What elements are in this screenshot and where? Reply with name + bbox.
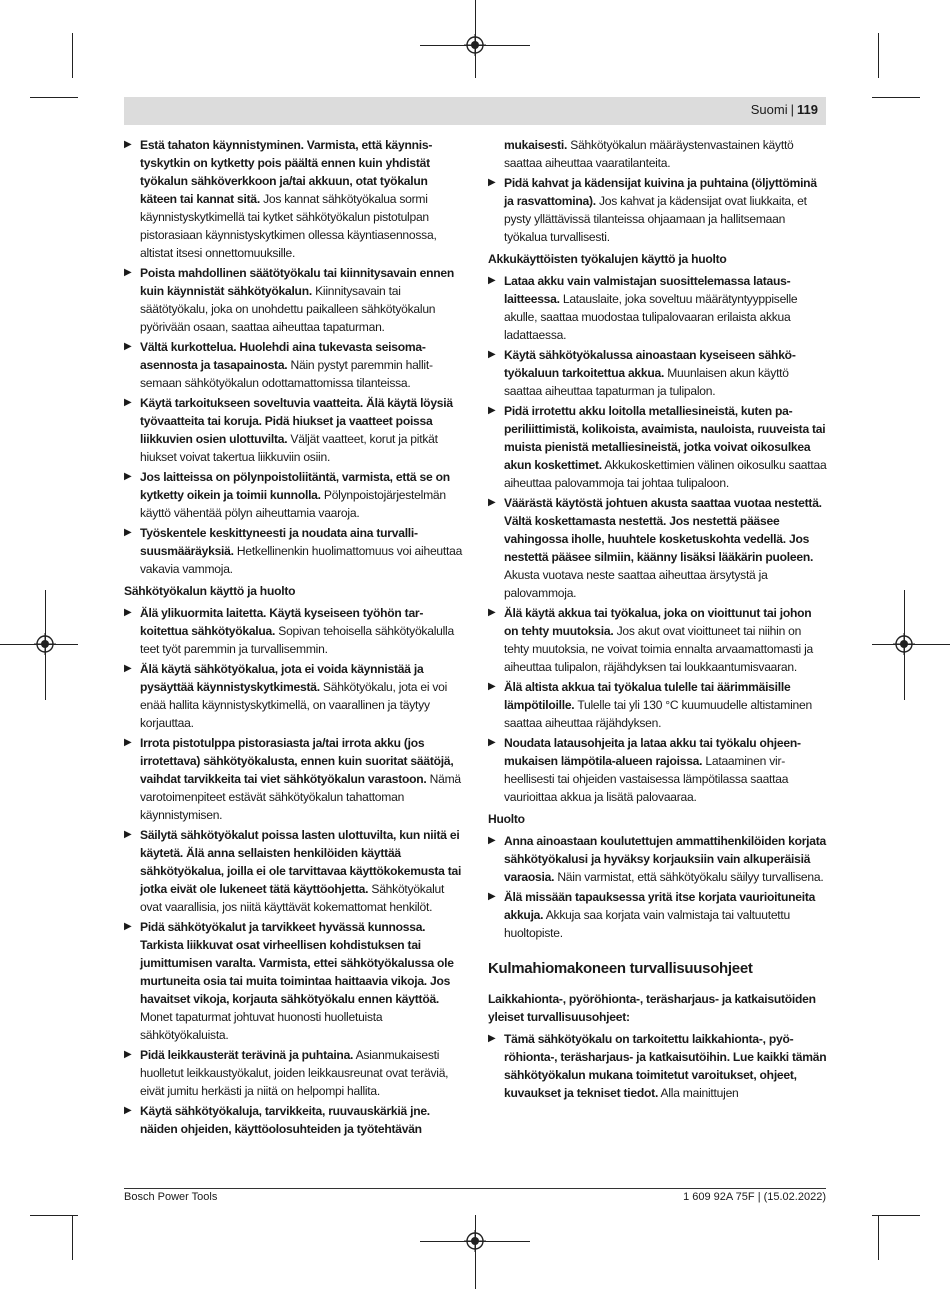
list-item [488, 604, 828, 676]
registration-target-icon [464, 34, 486, 56]
list-item [488, 402, 828, 492]
crop-mark-bottom-right [878, 1215, 879, 1260]
item-bold: Pidä irrotettu akku loitolla metalliesineistä, kuten paperiliittimistä, kolikoista, avaimista, nauloista, ruuveista tai muista pienistä metalliesineistä, jotka voivat oikosulkea akun koskettimet. [504, 404, 826, 472]
left-block2 [124, 604, 464, 1138]
bullet-arrow-icon: ▶ [488, 607, 496, 618]
bullet-arrow-icon: ▶ [488, 681, 496, 692]
item-text: Lataaminen virheellisesti tai ohjeiden vastaisessa lämpötilassa saattaa vaurioittaa akkua ja lisätä palovaaraa. [504, 754, 789, 804]
bullet-arrow-icon: ▶ [124, 397, 132, 408]
list-item [124, 660, 464, 732]
bullet-arrow-icon: ▶ [488, 177, 496, 188]
list-item [124, 918, 464, 1044]
item-text: Sähkötyökalun määräystenvastainen käyttö saattaa aiheuttaa vaaratilanteita. [504, 138, 794, 170]
item-text: Alla mainittujen [658, 1086, 739, 1100]
item-text: Jos kannat sähkötyökalua sormi käynnistyskytkimellä tai kytket sähkötyökalun pistotulpan pistorasiaan käynnistyskytkimen ollessa käyntiasennossa, altistat itsesi onnettomuuksille. [140, 192, 437, 260]
item-bold: Tämä sähkötyökalu on tarkoitettu laikkahionta-, pyöröhionta-, teräsharjaus- ja katkaisutöihin. Lue kaikki tämän sähkötyökalun mukana toimitetut varoitukset, ohjeet, kuvaukset ja tekniset tiedot. [504, 1032, 827, 1100]
bullet-arrow-icon: ▶ [124, 607, 132, 618]
item-text: Näin pystyt paremmin hallitsemaan sähkötyökalun odottamattomissa tilanteissa. [140, 358, 433, 390]
bullet-arrow-icon: ▶ [488, 275, 496, 286]
list-item [488, 1030, 828, 1102]
item-text: Kiinnitysavain tai säätötyökalu, joka on unohdettu paikalleen sähkötyökalun pyörivään osaan, saattaa aiheuttaa tapaturman. [140, 284, 436, 334]
subheading-tool-use: Sähkötyökalun käyttö ja huolto [124, 584, 296, 598]
list-item [488, 678, 828, 732]
item-text: Akkuja saa korjata vain valmistaja tai valtuutettu huoltopiste. [504, 908, 790, 940]
list-item [488, 346, 828, 400]
item-bold: Estä tahaton käynnistyminen. Varmista, että käynnistyskytkin on kytketty pois päältä ennen kuin yhdistät työkalun sähköverkkoon ja/tai akkuun, otat työkalun käteen tai kannat sitä. [140, 138, 433, 206]
item-text: Jos kahvat ja kädensijat ovat liukkaita, et pysty yllättävissä tilanteissa ohjaamaan ja hallitsemaan työkalua turvallisesti. [504, 194, 807, 244]
item-text: Sopivan tehoisella sähkötyökalulla teet työt paremmin ja turvallisemmin. [140, 624, 454, 656]
item-bold: Anna ainoastaan koulutettujen ammattihenkilöiden korjata sähkötyökalusi ja hyväksy korjauksiin vain alkuperäisiä varaosia. [504, 834, 826, 884]
crop-mark-right-bottom-h [872, 1215, 920, 1216]
item-text: Väljät vaatteet, korut ja pitkät hiukset voivat takertua liikkuviin osiin. [140, 432, 438, 464]
item-bold: Pidä leikkausterät terävinä ja puhtaina. [140, 1048, 354, 1062]
crop-mark-bottom-center [475, 1215, 476, 1289]
bullet-arrow-icon: ▶ [124, 1105, 132, 1116]
list-item [488, 272, 828, 344]
subheading-general: Laikkahionta-, pyöröhionta-, teräsharjaus- ja katkaisutöiden yleiset turvallisuusohjeet: [488, 992, 816, 1024]
list-item [488, 888, 828, 942]
bullet-arrow-icon: ▶ [124, 267, 132, 278]
item-bold: Pidä kahvat ja kädensijat kuivina ja puhtaina (öljyttöminä ja rasvattomina). [504, 176, 817, 208]
crop-mark-bottom-left [72, 1215, 73, 1260]
crop-mark-left-bottom-h [30, 1215, 78, 1216]
left-block1 [124, 136, 464, 578]
crop-mark-right-top-h [872, 97, 920, 98]
bullet-arrow-icon: ▶ [124, 737, 132, 748]
registration-target-icon [464, 1230, 486, 1252]
item-text: Tulelle tai yli 130 °C kuumuudelle altistaminen saattaa aiheuttaa räjähdyksen. [504, 698, 812, 730]
crop-mark-top-right [878, 33, 879, 78]
bullet-arrow-icon: ▶ [488, 405, 496, 416]
footer-brand: Bosch Power Tools [124, 1191, 218, 1203]
item-bold: Irrota pistotulppa pistorasiasta ja/tai irrota akku (jos irrotettava) sähkötyökalusta, ennen kuin suoritat säätöjä, vaihdat tarvikkeita tai viet sähkötyökalun varastoon. [140, 736, 454, 786]
item-bold: Käytä sähkötyökaluja, tarvikkeita, ruuvauskärkiä jne. näiden ohjeiden, käyttöolosuhteiden ja työtehtävän [140, 1104, 430, 1136]
item-text: Latauslaite, joka soveltuu määrätyntyyppiselle akulle, saattaa muodostaa tulipalovaaran erilaista akkua ladattaessa. [504, 292, 798, 342]
section-heading: Kulmahiomakoneen turvallisuusohjeet [488, 960, 753, 977]
right-column [488, 136, 828, 1104]
list-item [124, 524, 464, 578]
bullet-arrow-icon: ▶ [124, 527, 132, 538]
list-item [488, 174, 828, 246]
right-block1 [488, 272, 828, 806]
bullet-arrow-icon: ▶ [124, 663, 132, 674]
item-bold: Älä käytä akkua tai työkalua, joka on vioittunut tai johon on tehty muutoksia. [504, 606, 812, 638]
list-item [124, 338, 464, 392]
right-block3 [488, 1030, 828, 1102]
item-bold: mukaisesti. [504, 138, 568, 152]
list-item [124, 264, 464, 336]
header-section: Suomi [750, 102, 788, 117]
subheading-service: Huolto [488, 812, 525, 826]
item-text: Jos akut ovat vioittuneet tai niihin on tehty muutoksia, ne voivat toimia ennalta arvaamattomasti ja aiheuttaa tulipalon, räjähdyksen tai loukkaantumisvaaran. [504, 624, 814, 674]
item-bold: Älä ylikuormita laitetta. Käytä kyseiseen työhön tarkoitettua sähkötyökalua. [140, 606, 424, 638]
list-item [124, 136, 464, 262]
crop-mark-left-top-h [30, 97, 78, 98]
bullet-arrow-icon: ▶ [124, 921, 132, 932]
item-text: Asianmukaisesti huolletut leikkaustyökalut, joiden leikkausreunat ovat teräviä, eivät jumitu herkästi ja niitä on helpompi hallita. [140, 1048, 449, 1098]
bullet-arrow-icon: ▶ [488, 891, 496, 902]
bullet-arrow-icon: ▶ [488, 737, 496, 748]
right-block2 [488, 832, 828, 942]
item-bold: Poista mahdollinen säätötyökalu tai kiinnitysavain ennen kuin käynnistät sähkötyökalun. [140, 266, 454, 298]
item-bold: Älä käytä sähkötyökalua, jota ei voida käynnistää ja pysäyttää käynnistyskytkimestä. [140, 662, 424, 694]
page-number: 119 [797, 102, 818, 117]
footer-doc-id: 1 609 92A 75F | (15.02.2022) [683, 1191, 826, 1203]
item-text: Näin varmistat, että sähkötyökalu säilyy turvallisena. [554, 870, 824, 884]
list-item [124, 734, 464, 824]
bullet-arrow-icon: ▶ [124, 1049, 132, 1060]
item-bold: Pidä sähkötyökalut ja tarvikkeet hyvässä kunnossa. Tarkista liikkuvat osat virheellisen kohdistuksen tai jumittumisen varalta. Varmista, ettei sähkötyökalussa ole murtuneita osia tai muita toimintaa haittaavia vikoja. Jos havaitset vikoja, korjauta sähkötyökalu ennen käyttöä. [140, 920, 454, 1006]
item-bold: Lataa akku vain valmistajan suosittelemassa latauslaitteessa. [504, 274, 791, 306]
item-text: Nämä varotoimenpiteet estävät sähkötyökalun tahattoman käynnistymisen. [140, 772, 461, 822]
item-bold: Väärästä käytöstä johtuen akusta saattaa vuotaa nestettä. Vältä koskettamasta nestettä. Jos nestettä pääsee vahingossa iholle, huuhtele kosketuskohta vedellä. Jos nestettä pääsee silmiin, käänny lisäksi lääkärin puoleen. [504, 496, 822, 564]
item-text: Sähkötyökalut ovat vaarallisia, jos niitä käyttävät kokemattomat henkilöt. [140, 882, 445, 914]
item-bold: Säilytä sähkötyökalut poissa lasten ulottuvilta, kun niitä ei käytetä. Älä anna sellaisten henkilöiden käyttää sähkötyökalua, joilla ei ole tarvittavaa käyttökokemusta tai jotka eivät ole lukeneet tätä käyttöohjetta. [140, 828, 462, 896]
list-item [124, 826, 464, 916]
bullet-arrow-icon: ▶ [488, 1033, 496, 1044]
list-item [488, 494, 828, 602]
subheading-battery: Akkukäyttöisten työkalujen käyttö ja huolto [488, 252, 727, 266]
list-item-continuation [488, 136, 828, 172]
item-bold: Noudata latausohjeita ja lataa akku tai työkalu ohjeenmukaisen lämpötila-alueen rajoissa. [504, 736, 801, 768]
bullet-arrow-icon: ▶ [124, 829, 132, 840]
crop-mark-top-left [72, 33, 73, 78]
page-header [124, 97, 826, 125]
list-item [488, 734, 828, 806]
registration-target-icon [34, 633, 56, 655]
list-item [124, 1102, 464, 1138]
list-item [488, 832, 828, 886]
header-text [751, 102, 818, 117]
list-item [124, 604, 464, 658]
footer-divider [124, 1188, 826, 1189]
registration-target-icon [893, 633, 915, 655]
item-bold: Työskentele keskittyneesti ja noudata aina turvallisuusmääräyksiä. [140, 526, 419, 558]
item-bold: Vältä kurkottelua. Huolehdi aina tukevasta seisomaasennosta ja tasapainosta. [140, 340, 426, 372]
item-text: Pölynpoistojärjestelmän käyttö vähentää pölyn aiheuttamia vaaroja. [140, 488, 446, 520]
item-bold: Älä missään tapauksessa yritä itse korjata vaurioituneita akkuja. [504, 890, 816, 922]
header-separator: | [790, 102, 795, 117]
left-column [124, 136, 464, 1140]
item-bold: Käytä sähkötyökalussa ainoastaan kyseiseen sähkötyökaluun tarkoitettua akkua. [504, 348, 796, 380]
bullet-arrow-icon: ▶ [124, 341, 132, 352]
list-item [124, 468, 464, 522]
item-bold: Käytä tarkoitukseen soveltuvia vaatteita. Älä käytä löysiä työvaatteita tai koruja. Pidä hiukset ja vaatteet poissa liikkuvien osien ulottuvilta. [140, 396, 453, 446]
item-text: Sähkötyökalu, jota ei voi enää hallita käynnistyskytkimellä, on vaarallinen ja täytyy korjauttaa. [140, 680, 448, 730]
list-item [124, 1046, 464, 1100]
bullet-arrow-icon: ▶ [124, 139, 132, 150]
item-text: Akkukoskettimien välinen oikosulku saattaa aiheuttaa palovammoja tai johtaa tulipaloon. [504, 458, 827, 490]
item-bold: Jos laitteissa on pölynpoistoliitäntä, varmista, että se on kytketty oikein ja toimii kunnolla. [140, 470, 450, 502]
bullet-arrow-icon: ▶ [124, 471, 132, 482]
bullet-arrow-icon: ▶ [488, 835, 496, 846]
list-item [124, 394, 464, 466]
item-bold: Älä altista akkua tai työkalua tulelle tai äärimmäisille lämpötiloille. [504, 680, 791, 712]
right-block0 [488, 174, 828, 246]
item-text: Muunlaisen akun käyttö saattaa aiheuttaa tapaturman ja tulipalon. [504, 366, 789, 398]
item-text: Akusta vuotava neste saattaa aiheuttaa ärsytystä ja palovammoja. [504, 568, 768, 600]
bullet-arrow-icon: ▶ [488, 349, 496, 360]
bullet-arrow-icon: ▶ [488, 497, 496, 508]
item-text: Hetkellinenkin huolimattomuus voi aiheuttaa vakavia vammoja. [140, 544, 463, 576]
item-text: Monet tapaturmat johtuvat huonosti huolletuista sähkötyökaluista. [140, 1010, 383, 1042]
